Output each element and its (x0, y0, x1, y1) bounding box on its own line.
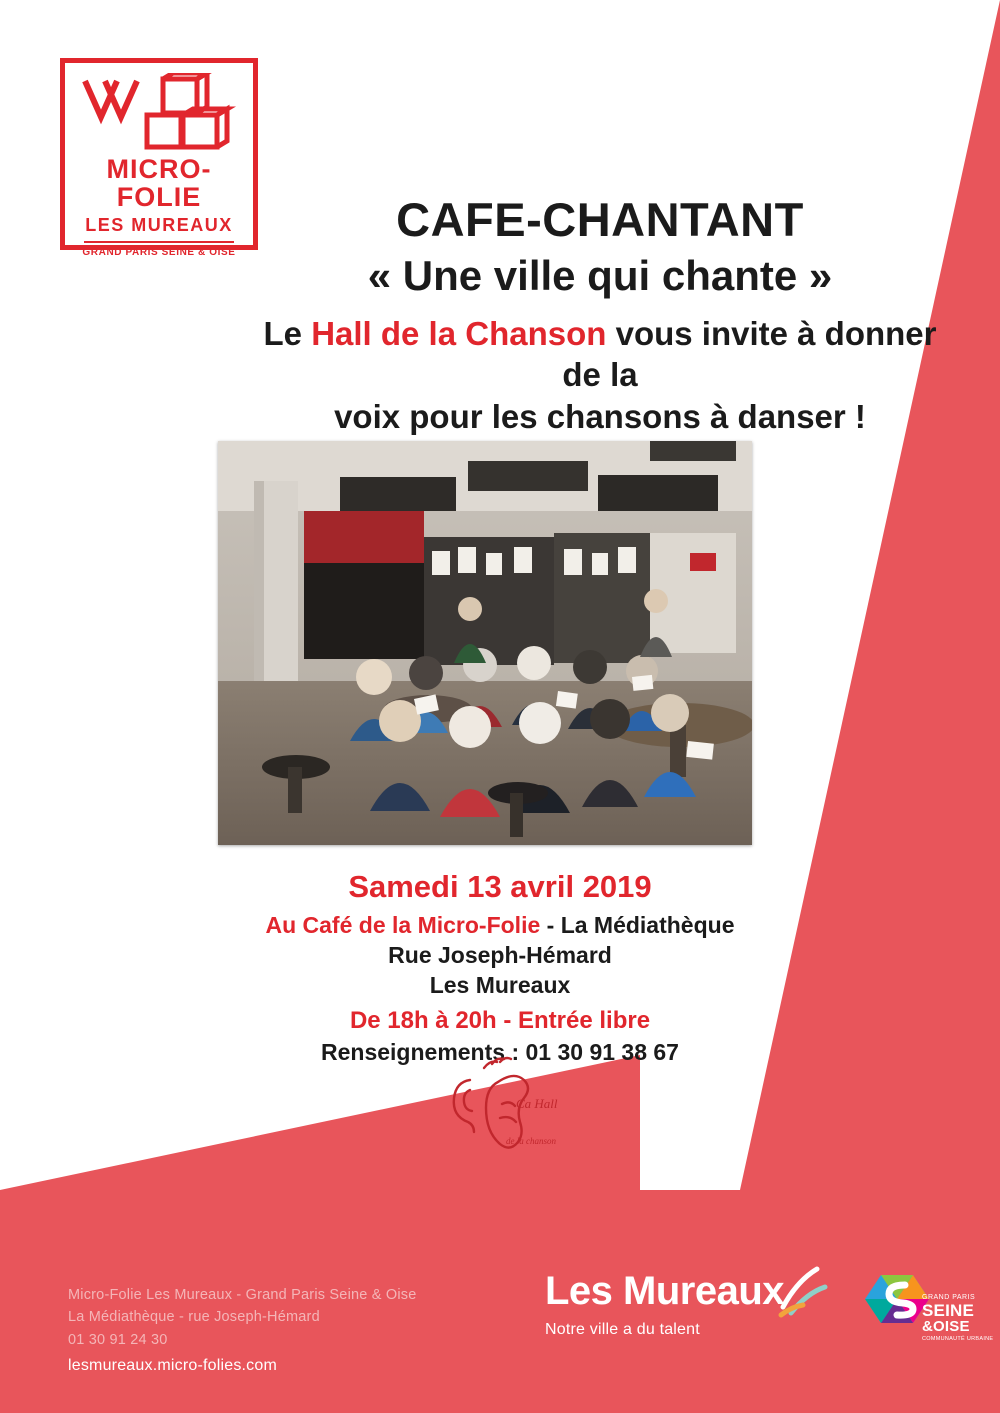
poster-title: CAFE-CHANTANT (396, 193, 804, 246)
gpso-line-1: GRAND PARIS (922, 1294, 976, 1302)
gpso-line-3: &OISE (922, 1318, 970, 1336)
micro-folie-logo (60, 58, 258, 258)
micro-folie-cubes-icon (77, 73, 245, 151)
footer-website[interactable]: lesmureaux.micro-folies.com (68, 1357, 278, 1374)
hall-de-la-chanson-ear-icon (440, 1052, 560, 1157)
footer-line-1: Micro-Folie Les Mureaux - Grand Paris Seine & Oise (68, 1286, 417, 1303)
event-place-highlight: Au Café de la Micro-Folie (265, 911, 541, 938)
headline-block (240, 195, 960, 437)
poster-lead (240, 313, 960, 437)
lead-part-1: Le (263, 315, 312, 352)
footer-contact-block (68, 1284, 416, 1351)
lead-highlight: Hall de la Chanson (311, 315, 607, 352)
les-mureaux-tagline: Notre ville a du talent (545, 1321, 700, 1338)
lead-part-2: vous invite à donner de la (562, 315, 937, 394)
svg-text:de la chanson: de la chanson (506, 1136, 556, 1146)
event-photo (218, 441, 752, 845)
les-mureaux-logo (545, 1271, 815, 1361)
gpso-line-2: SEINE (922, 1300, 975, 1320)
svg-text:Ca Hall: Ca Hall (516, 1096, 558, 1111)
logo-tagline: GRAND PARIS SEINE & OISE (82, 246, 236, 258)
event-street: Rue Joseph-Hémard (388, 941, 612, 968)
les-mureaux-name: Les Mureaux (545, 1269, 785, 1313)
hall-de-la-chanson-logo (440, 1052, 560, 1157)
event-info-block (200, 868, 800, 1068)
event-place-rest: - La Médiathèque (540, 911, 735, 938)
poster-subtitle: « Une ville qui chante » (367, 251, 833, 299)
event-date: Samedi 13 avril 2019 (348, 869, 652, 904)
logo-subtitle: LES MUREAUX (85, 214, 233, 235)
event-contact: Renseignements : 01 30 91 38 67 (321, 1038, 679, 1065)
gpso-logo-text (922, 1294, 993, 1343)
footer-line-2: La Médiathèque - rue Joseph-Hémard (68, 1309, 320, 1326)
les-mureaux-swoosh-icon (773, 1261, 833, 1321)
lead-line-2: voix pour les chansons à danser ! (334, 397, 866, 435)
logo-title: MICRO-FOLIE (106, 154, 212, 213)
event-city: Les Mureaux (429, 971, 571, 998)
gpso-line-4: COMMUNAUTÉ URBAINE (922, 1336, 994, 1343)
footer-line-3: 01 30 91 24 30 (68, 1331, 168, 1348)
event-hours: De 18h à 20h - Entrée libre (349, 1007, 651, 1035)
logo-divider (84, 241, 234, 243)
event-place (200, 911, 800, 941)
